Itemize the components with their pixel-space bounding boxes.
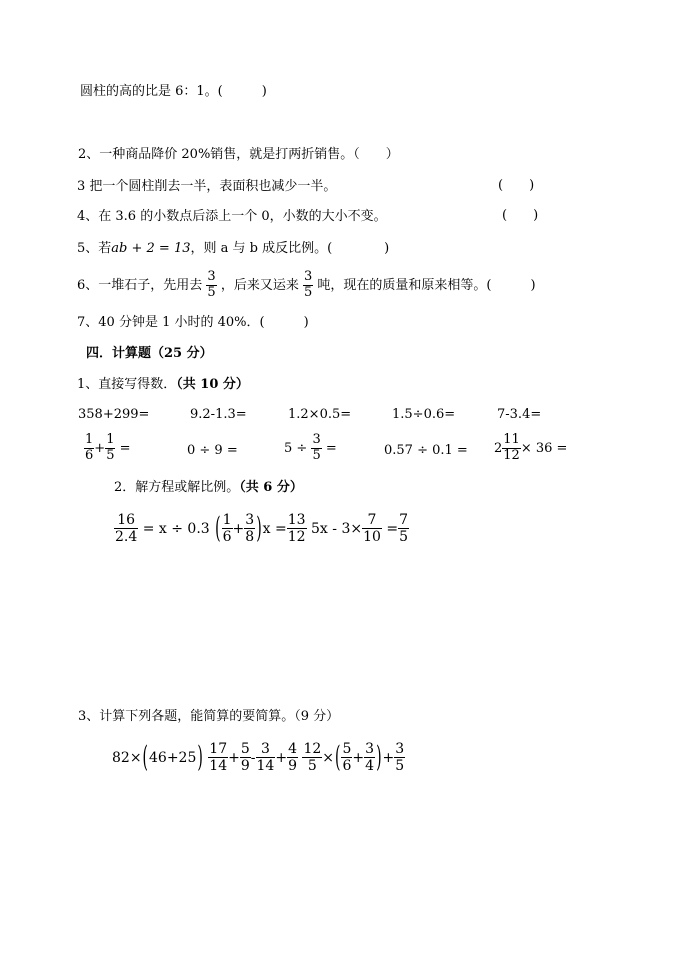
numerator: 1 [222,512,232,528]
equation-row [114,512,409,545]
denominator: 14 [256,758,275,775]
part-2-title: 2．解方程或解比例。 [114,480,240,495]
fraction [502,433,521,464]
numerator: 7 [362,512,382,529]
judge-line-7: 7、40 分钟是 1 小时的 40%．( ) [77,315,309,330]
numerator: 5 [342,741,352,757]
numerator: 7 [399,512,409,528]
fraction [302,741,322,774]
operator: + [94,440,106,456]
operator: + [382,749,395,766]
fraction [240,741,251,774]
right-paren: ) [376,740,382,775]
oral-row-1-d: 1.5÷0.6= [392,407,456,422]
oral-row-2-a [84,433,131,464]
fraction [398,512,409,545]
fraction [364,741,375,774]
fraction [311,433,321,464]
denominator: 5 [307,758,317,775]
oral-row-2-e [494,433,567,464]
judge-line-1: 圆柱的高的比是 6：1。( ) [80,84,267,99]
denominator: 5 [395,758,405,775]
fraction [341,741,352,774]
right-paren: ) [197,740,203,775]
operator: + [352,749,365,766]
denominator: 5 [106,447,115,463]
expression: 46+25 [149,749,197,766]
oral-row-1-c: 1.2×0.5= [288,407,352,422]
expression: = x ÷ 0.3 [138,520,215,537]
denominator: 14 [209,758,228,775]
denominator: 6 [342,758,352,775]
judge-line-3: 3 把一个圆柱削去一半，表面积也减少一半。 [77,179,337,194]
fraction [222,512,233,545]
right-paren: ) [256,511,262,546]
numerator: 1 [85,432,94,447]
judge-line-3-paren: ( ) [498,178,535,193]
q6-suffix: 吨，现在的质量和原来相等。( ) [317,277,536,293]
denominator: 8 [245,529,255,546]
fraction [105,433,115,464]
part-2-heading [114,481,303,494]
oral-row-1-e: 7-3.4= [497,407,542,422]
oral-row-2-c [284,433,337,464]
numerator: 3 [207,269,216,284]
fraction [362,512,382,545]
numerator: 4 [288,741,297,757]
whole-number: 2 [494,440,503,456]
judge-line-6 [77,270,536,301]
expression: 82× [112,749,142,766]
section-4-heading: 四．计算题（25 分） [86,346,213,361]
numerator: 16 [114,512,138,529]
denominator: 2.4 [115,529,138,546]
denominator: 5 [312,447,321,463]
numerator: 1 [106,432,115,447]
denominator: 12 [287,529,306,546]
operator: × [322,749,335,766]
numerator: 12 [303,741,322,757]
operator: + [228,749,240,766]
left-paren: ( [215,511,221,546]
q5-prefix: 5、若 [77,241,112,256]
fraction [244,512,255,545]
denominator: 5 [304,284,313,300]
operator: + [232,520,245,537]
fraction [84,433,94,464]
numerator: 11 [503,432,520,447]
expression: 5x - 3× [306,520,363,537]
fraction [287,512,307,545]
judge-line-4: 4、在 3.6 的小数点后添上一个 0，小数的大小不变。 [77,209,387,224]
expression: × 36 = [520,440,568,456]
denominator: 12 [503,447,520,463]
part-1-score: （共 10 分） [176,377,249,392]
judge-line-2: 2、一种商品降价 20%销售，就是打两折销售。（ ） [78,147,399,162]
denominator: 6 [85,447,94,463]
numerator: 3 [245,512,255,528]
denominator: 5 [399,529,409,546]
denominator: 5 [207,284,216,300]
numerator: 3 [256,741,276,758]
q6-middle: ，后来又运来 [220,277,299,293]
denominator: 9 [288,758,297,775]
denominator: 9 [240,758,250,775]
denominator: 4 [365,758,375,775]
fraction [287,741,298,774]
numerator: 3 [304,269,313,284]
equals: = [325,440,337,456]
q6-prefix: 6、一堆石子，先用去 [77,277,203,293]
denominator: 10 [363,529,381,546]
q6-fraction-1 [206,270,216,301]
operator: - [250,749,256,766]
oral-row-2-d: 0.57 ÷ 0.1 = [384,443,468,458]
numerator: 13 [287,512,306,528]
fraction [208,741,228,774]
denominator: 6 [222,529,232,546]
numerator: 3 [365,741,375,757]
part-2-score: （共 6 分） [239,480,303,495]
q5-equation: ab + 2 = 13 [111,241,191,256]
oral-row-1-b: 9.2-1.3= [190,407,247,422]
part-1-title: 1、直接写得数． [77,377,177,392]
q6-fraction-2 [303,270,313,301]
left-paren: ( [142,740,149,775]
equals: = [381,520,399,537]
part-3-heading: 3、计算下列各题，能简算的要简算。（9 分） [78,709,340,724]
operator: + [275,749,288,766]
fraction [256,741,276,774]
numerator: 5 [240,741,250,757]
equals: = [115,440,131,456]
oral-row-1-a: 358+299= [78,407,150,422]
calc-row [112,741,405,774]
expression: x = [262,520,287,537]
fraction [114,512,138,545]
judge-line-5 [77,242,389,255]
fraction [394,741,405,774]
judge-line-4-paren: ( ) [502,208,539,223]
oral-row-2-b: 0 ÷ 9 = [187,443,238,458]
numerator: 17 [209,741,228,757]
q5-suffix: ，则 a 与 b 成反比例。( ) [190,241,390,256]
expression: 5 ÷ [284,440,308,456]
numerator: 3 [395,741,405,757]
numerator: 3 [312,432,321,447]
left-paren: ( [335,740,341,775]
part-1-heading [77,378,249,391]
